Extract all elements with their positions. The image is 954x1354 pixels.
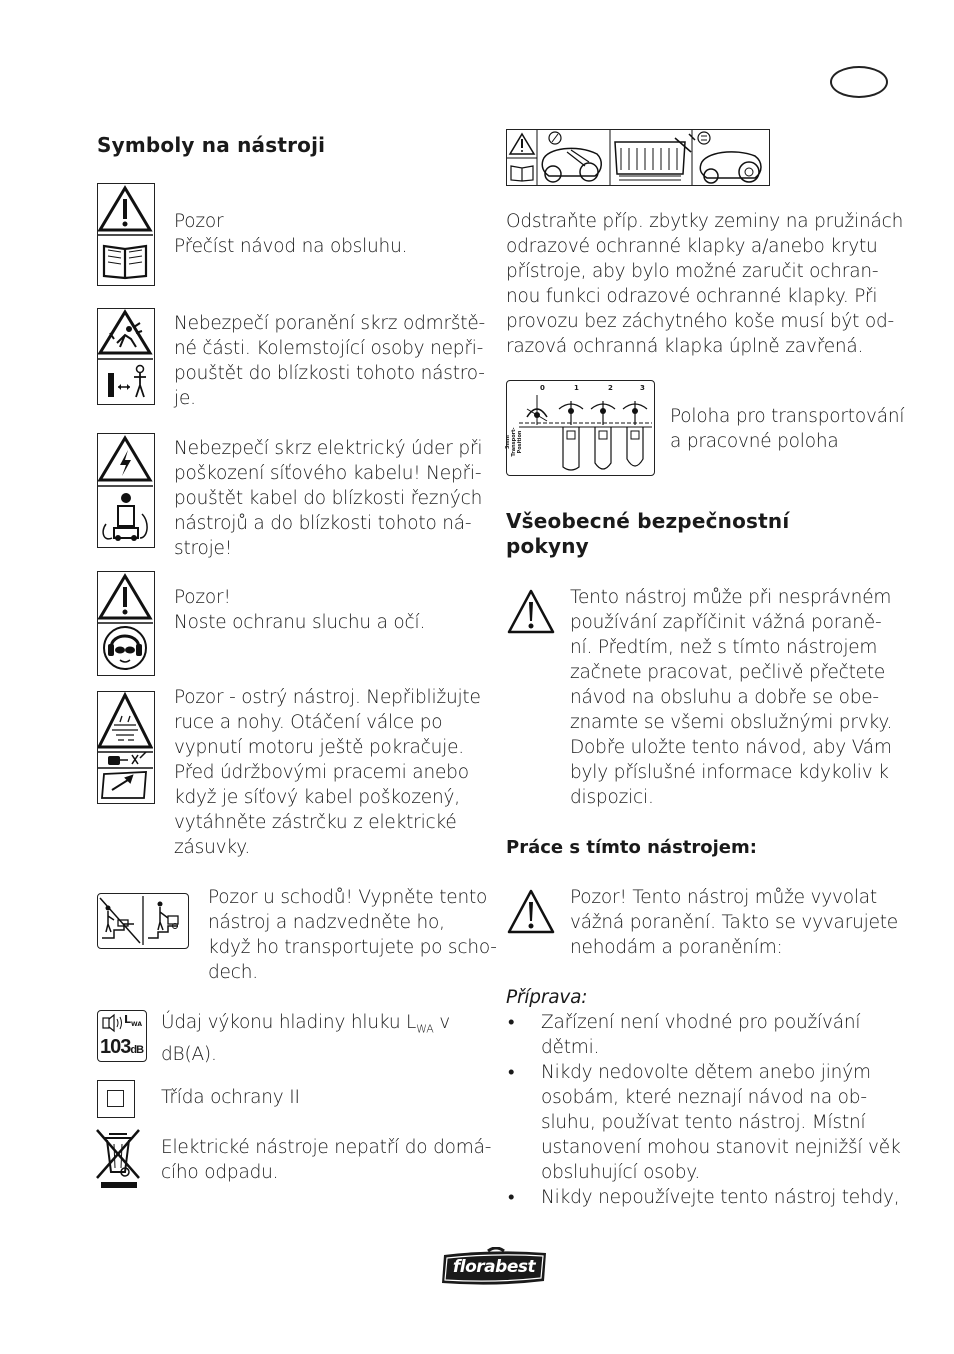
position-label-0: 0	[540, 384, 545, 392]
list-item: • Zařízení není vhodné pro používání dětmi.	[506, 1010, 906, 1060]
symbol-text-protection-class: Třída ochrany II	[161, 1087, 300, 1108]
stairs-icon	[97, 893, 189, 949]
symbol-text-weee: Elektrické nástroje nepatří do domá- cího odpadu.	[161, 1137, 492, 1183]
symbol-text-warning-manual: Pozor Přečíst návod na obsluhu.	[174, 211, 408, 257]
position-label-1: 1	[574, 384, 579, 392]
warning-icon	[506, 888, 556, 936]
symbol-text-thrown-objects: Nebezpečí poranění skrz odmrště- né části. Kolemstojící osoby nepři- pouštět do blízkosti tohoto nástro- je.	[174, 313, 486, 409]
section-heading-safety: Všeobecné bezpečnostní pokyny	[506, 509, 790, 558]
ear-eye-protection-icon	[97, 571, 155, 676]
warning-icon	[506, 588, 556, 636]
noise-value-label: 103dB	[100, 1036, 144, 1058]
protection-class-icon	[97, 1080, 135, 1118]
sharp-tool-icon	[97, 691, 155, 804]
warning-manual-icon	[97, 183, 155, 286]
symbol-text-electric-shock: Nebezpečí skrz elektrický úder při poškození síťového kabelu! Nepři- pouštět kabel do blízkosti řezných nástrojů a do blízkosti tohoto ná- stroje!	[174, 438, 483, 559]
list-item: • Nikdy nedovolte dětem anebo jiným osobám, které neznají návod na ob- sluhu, používat tento nástroj. Místní ustanovení mohou stanovit nejnižší věk obsluhující osoby.	[506, 1060, 906, 1185]
preparation-label: Příprava:	[506, 987, 588, 1008]
symbol-text-noise: Údaj výkonu hladiny hluku $L_{WA}$ v dB(A).	[161, 1012, 450, 1065]
electric-shock-icon	[97, 433, 155, 548]
country-badge	[830, 66, 888, 98]
position-label-2: 2	[608, 384, 613, 392]
crossed-bin-icon	[95, 1128, 141, 1190]
noise-lwa-label: $L_{WA}$	[124, 1013, 143, 1029]
cleaning-illustration	[506, 129, 770, 186]
list-item: • Nikdy nepoužívejte tento nástroj tehdy,	[506, 1185, 906, 1210]
symbol-text-sharp-tool: Pozor - ostrý nástroj. Nepřibližujte ruce a nohy. Otáčení válce po vypnutí motoru ještě pokračuje. Před údržbovými pracemi anebo když je síťový kabel poškozený, vytáhněte zástrčku z elektrické zásuvky.	[174, 687, 481, 858]
positions-illustration	[506, 380, 655, 476]
florabest-logo: florabest	[438, 1247, 550, 1287]
noise-level-icon	[97, 1010, 147, 1062]
preparation-list	[506, 1010, 906, 1210]
position-label-3: 3	[640, 384, 645, 392]
subheading-working: Práce s tímto nástrojem:	[506, 837, 757, 858]
section-heading-symbols: Symboly na nástroji	[97, 133, 326, 157]
clean-instruction-text: Odstraňte příp. zbytky zeminy na pružinách odrazové ochranné klapky a/anebo krytu přístroje, aby bylo možné zaručit ochran- nou funkci odrazové ochranné klapky. Při provozu bez záchytného koše musí být od- razová ochranná klapka úplně zavřená.	[506, 211, 904, 357]
symbol-text-ear-eye-protection: Pozor! Noste ochranu sluchu a očí.	[174, 587, 426, 633]
transport-position-label: 3mm Transport- Position	[505, 427, 523, 457]
symbol-text-stairs: Pozor u schodů! Vypněte tento nástroj a nadzvedněte ho, když ho transportujete po scho- dech.	[208, 887, 497, 983]
thrown-objects-icon	[97, 308, 155, 405]
warning-text-general: Tento nástroj může při nesprávném používání zapříčinit vážná poraně- ní. Předtím, než s tímto nástrojem začnete pracovat, pečlivě přečtete návod na obsluhu a dobře se obe- znamte se všemi obslužnými prvky. Dobře uložte tento návod, aby Vám byly příslušné informace kdykoliv k dispozici.	[570, 587, 893, 808]
warning-text-injury: Pozor! Tento nástroj může vyvolat vážná poranění. Takto se vyvarujete nehodám a poraněním:	[570, 887, 898, 958]
positions-text: Poloha pro transportování a pracovné poloha	[670, 406, 905, 452]
